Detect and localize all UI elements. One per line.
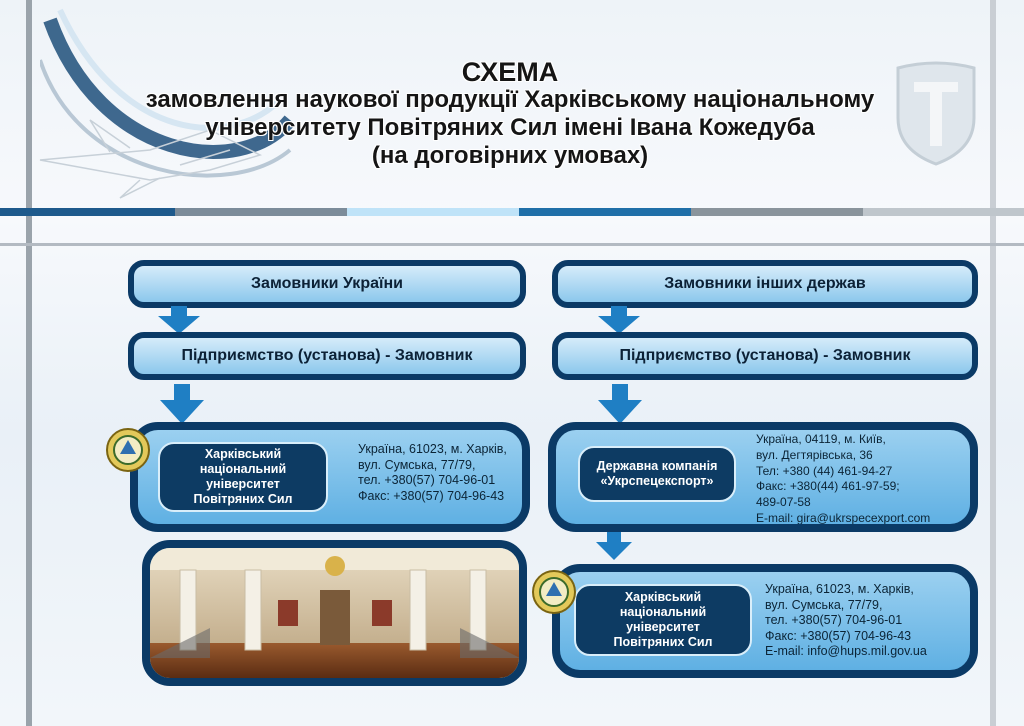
arrow-down-icon <box>598 384 642 424</box>
address-line: Факс: +380(57) 704-96-43 <box>765 628 912 643</box>
hall-photo-image <box>150 548 520 678</box>
address-line: E-mail: gira@ukrspecexport.com <box>756 510 931 525</box>
university-name-line: національний <box>619 605 707 619</box>
customers-ukraine-box <box>128 260 526 308</box>
university-name-line: Харківський <box>624 590 702 604</box>
right-frame-bar <box>990 0 996 726</box>
address-line: тел. +380(57) 704-96-01 <box>765 613 903 627</box>
university-name-line: університет <box>626 620 700 634</box>
university-seal-icon <box>106 428 150 472</box>
company-address <box>756 432 930 527</box>
university-emblem-watermark <box>888 58 984 168</box>
university-card-left <box>130 422 530 532</box>
company-name-line: «Укрспецекспорт» <box>600 474 714 488</box>
ukrspecexport-card <box>548 422 978 532</box>
address-line: Україна, 04119, м. Київ, <box>756 432 886 446</box>
university-name-line: Повітряних Сил <box>613 635 713 649</box>
address-line: тел. +380(57) 704-96-01 <box>358 473 496 487</box>
university-name-line: Харківський <box>204 447 282 461</box>
left-frame-bar <box>26 0 32 726</box>
enterprise-customer-label-right: Підприємство (установа) - Замовник <box>619 347 911 364</box>
address-line: вул. Сумська, 77/79, <box>765 597 883 612</box>
address-line: 489-07-58 <box>756 495 811 510</box>
university-name-line: національний <box>199 462 287 476</box>
enterprise-customer-box-right <box>552 332 978 380</box>
address-line: вул. Дегтярівська, 36 <box>756 447 873 462</box>
university-name-line: Повітряних Сил <box>193 492 293 506</box>
university-name-box <box>158 442 328 512</box>
address-line: Україна, 61023, м. Харків, <box>358 442 507 456</box>
title-line-2: замовлення наукової продукції Харківському національному <box>145 86 875 113</box>
company-name-box <box>578 446 736 502</box>
address-line: Тел: +380 (44) 461-94-27 <box>756 463 893 478</box>
title-line-3: університету Повітряних Сил імені Івана Кожедуба <box>205 114 815 141</box>
university-address <box>358 442 507 504</box>
divider-line <box>0 243 1024 246</box>
arrow-down-icon <box>598 306 640 334</box>
arrow-down-icon <box>596 532 632 560</box>
university-name-line: університет <box>206 477 280 491</box>
arrow-down-icon <box>160 384 204 424</box>
university-hall-photo <box>142 540 527 686</box>
customers-foreign-label: Замовники інших держав <box>664 275 866 292</box>
customers-ukraine-label: Замовники України <box>251 275 403 292</box>
page-title <box>120 58 900 170</box>
enterprise-customer-box-left <box>128 332 526 380</box>
address-line: вул. Сумська, 77/79, <box>358 457 476 472</box>
university-name-box <box>574 584 752 656</box>
header-color-band <box>0 208 1024 216</box>
company-name-line: Державна компанія <box>596 459 718 473</box>
enterprise-customer-label-left: Підприємство (установа) - Замовник <box>181 347 473 364</box>
university-seal-icon <box>532 570 576 614</box>
address-line: Факс: +380(44) 461-97-59; <box>756 479 900 494</box>
title-line-4: (на договірних умовах) <box>371 142 649 169</box>
university-card-right <box>552 564 978 678</box>
customers-foreign-box <box>552 260 978 308</box>
university-address <box>765 582 927 660</box>
address-line: Факс: +380(57) 704-96-43 <box>358 488 505 503</box>
title-line-1: СХЕМА <box>461 57 559 87</box>
arrow-down-icon <box>158 306 200 334</box>
address-line: E-mail: info@hups.mil.gov.ua <box>765 644 927 658</box>
address-line: Україна, 61023, м. Харків, <box>765 582 914 596</box>
